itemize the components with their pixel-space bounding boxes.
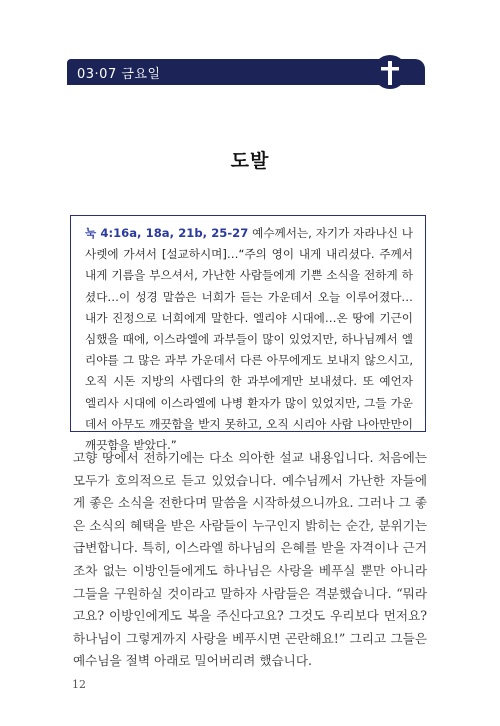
page-title: 도발 (230, 150, 270, 172)
header-date: 03·07 금요일 (77, 66, 161, 82)
scripture-box (70, 215, 426, 453)
scripture-reference: 눅 4:16a, 18a, 21b, 25-27 (85, 226, 249, 240)
cross-icon (373, 55, 407, 89)
body-paragraph: 고향 땅에서 전하기에는 다소 의아한 설교 내용입니다. 처음에는 모두가 호의적으로 듣고 있었습니다. 예수님께서 가난한 자들에게 좋은 소식을 전한다며 말씀을 시작하셨으니까요. 그러나 그 좋은 소식의 혜택을 받은 사람들이 누구인지 밝히는 순간, 분위기는 급변합니다. 특히, 이스라엘 하나님의 은혜를 받을 자격이나 근거조차 없는 이방인들에게도 하나님은 사랑을 베푸실 뿐만 아니라 그들을 구원하실 것이라고 말하자 사람들은 격분했습니다. “뭐라고요? 이방인에게도 복을 주신다고요? 그것도 우리보다 먼저요? 하나님이 그렇게까지 사랑을 베푸시면 곤란해요!” 그리고 그들은 예수님을 절벽 아래로 밀어버리려 했습니다. (73, 450, 427, 669)
scripture-passage: 예수께서는, 자기가 자라나신 나사렛에 가셔서 [설교하시며]…“주의 영이 내게 내리셨다. 주께서 내게 기름을 부으셔서, 가난한 사람들에게 기쁜 소식을 전하게 하셨다…이 성경 말씀은 너희가 듣는 가운데서 오늘 이루어졌다…내가 진정으로 너희에게 말한다. 엘리야 시대에…온 땅에 기근이 심했을 때에, 이스라엘에 과부들이 많이 있었지만, 하나님께서 엘리야를 그 많은 과부 가운데서 다른 아무에게도 보내지 않으시고, 오직 시돈 지방의 사렙다의 한 과부에게만 보내셨다. 또 예언자 엘리사 시대에 이스라엘에 나병 환자가 많이 있었지만, 그들 가운데서 아무도 깨끗함을 받지 못하고, 오직 시리아 사람 나아만만이 깨끗함을 받았다.” (85, 226, 413, 453)
header-bar (67, 59, 425, 85)
scripture-text (85, 223, 413, 456)
page-number: 12 (72, 678, 86, 691)
